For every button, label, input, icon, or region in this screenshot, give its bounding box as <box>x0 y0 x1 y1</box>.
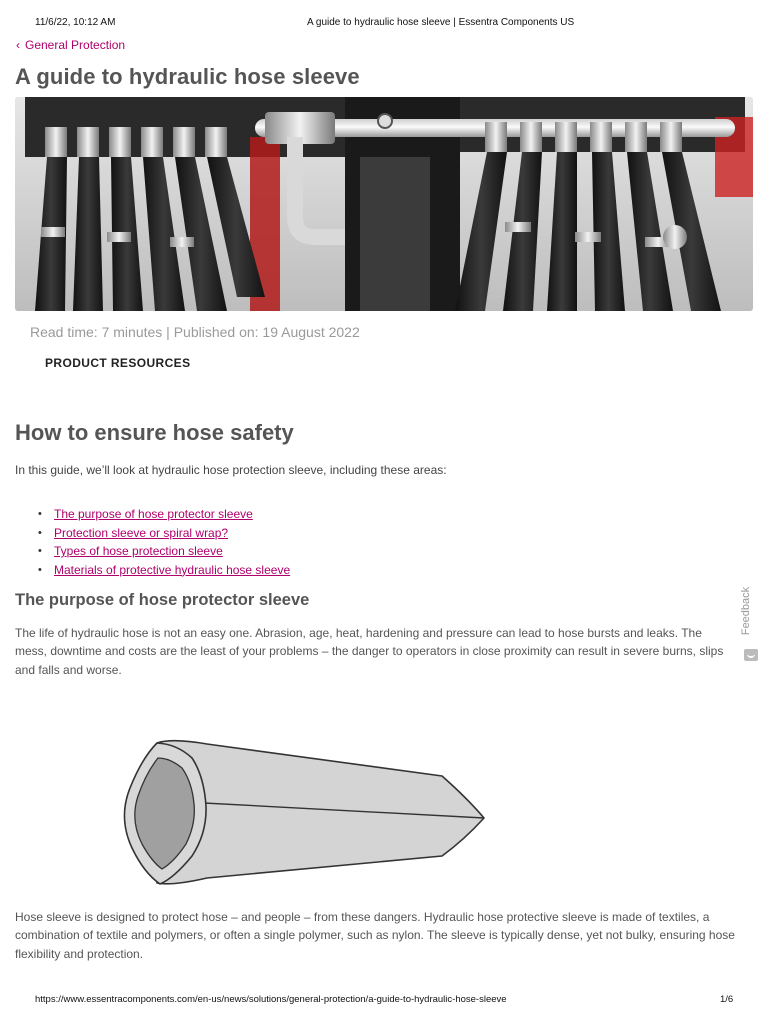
feedback-label: Feedback <box>740 586 753 636</box>
breadcrumb-label: General Protection <box>25 38 126 52</box>
print-page-number: 1/6 <box>720 994 734 1005</box>
hose-sleeve-illustration <box>112 728 492 893</box>
list-item <box>38 505 290 524</box>
breadcrumb[interactable] <box>16 38 125 52</box>
section-heading: How to ensure hose safety <box>15 420 294 445</box>
subheading-purpose: The purpose of hose protector sleeve <box>15 591 310 609</box>
print-datetime: 11/6/22, 10:12 AM <box>35 17 116 28</box>
table-of-contents <box>38 505 290 579</box>
page-title: A guide to hydraulic hose sleeve <box>15 64 360 89</box>
toc-link-sleeve-or-wrap[interactable]: Protection sleeve or spiral wrap? <box>54 525 229 540</box>
paragraph-sleeve-materials: Hose sleeve is designed to protect hose – and people – from these dangers. Hydraulic hose protective sleeve is made of textiles, a combination of textile and polymers, or often a single polymer, such as nylon. The sleeve is typically dense, yet not bulky, ensuring hose flexibility and protection. <box>15 910 735 961</box>
list-item <box>38 542 290 561</box>
list-item <box>38 561 290 580</box>
print-header <box>0 17 768 31</box>
feedback-tab[interactable] <box>740 585 762 665</box>
list-item <box>38 524 290 543</box>
toc-link-materials[interactable]: Materials of protective hydraulic hose sleeve <box>54 562 291 577</box>
toc-link-types[interactable]: Types of hose protection sleeve <box>54 544 223 558</box>
paragraph-purpose: The life of hydraulic hose is not an easy one. Abrasion, age, heat, hardening and pressure can lead to hose bursts and leaks. The mess, downtime and costs are the least of your problems – the danger to operators in close proximity can result in severe burns, slips and falls and worse. <box>15 626 724 677</box>
toc-link-purpose[interactable]: The purpose of hose protector sleeve <box>54 507 253 521</box>
print-url: https://www.essentracomponents.com/en-us/news/solutions/general-protection/a-guide-to-hydraulic-hose-sleeve <box>35 994 507 1005</box>
chevron-left-icon: ‹ <box>16 38 20 52</box>
smiley-icon <box>744 649 758 661</box>
hero-image <box>15 97 753 311</box>
category-tag[interactable]: PRODUCT RESOURCES <box>45 356 191 370</box>
article-meta: Read time: 7 minutes | Published on: 19 August 2022 <box>30 324 360 340</box>
intro-text: In this guide, we’ll look at hydraulic hose protection sleeve, including these areas: <box>15 463 447 477</box>
print-doc-title: A guide to hydraulic hose sleeve | Essentra Components US <box>307 17 575 28</box>
